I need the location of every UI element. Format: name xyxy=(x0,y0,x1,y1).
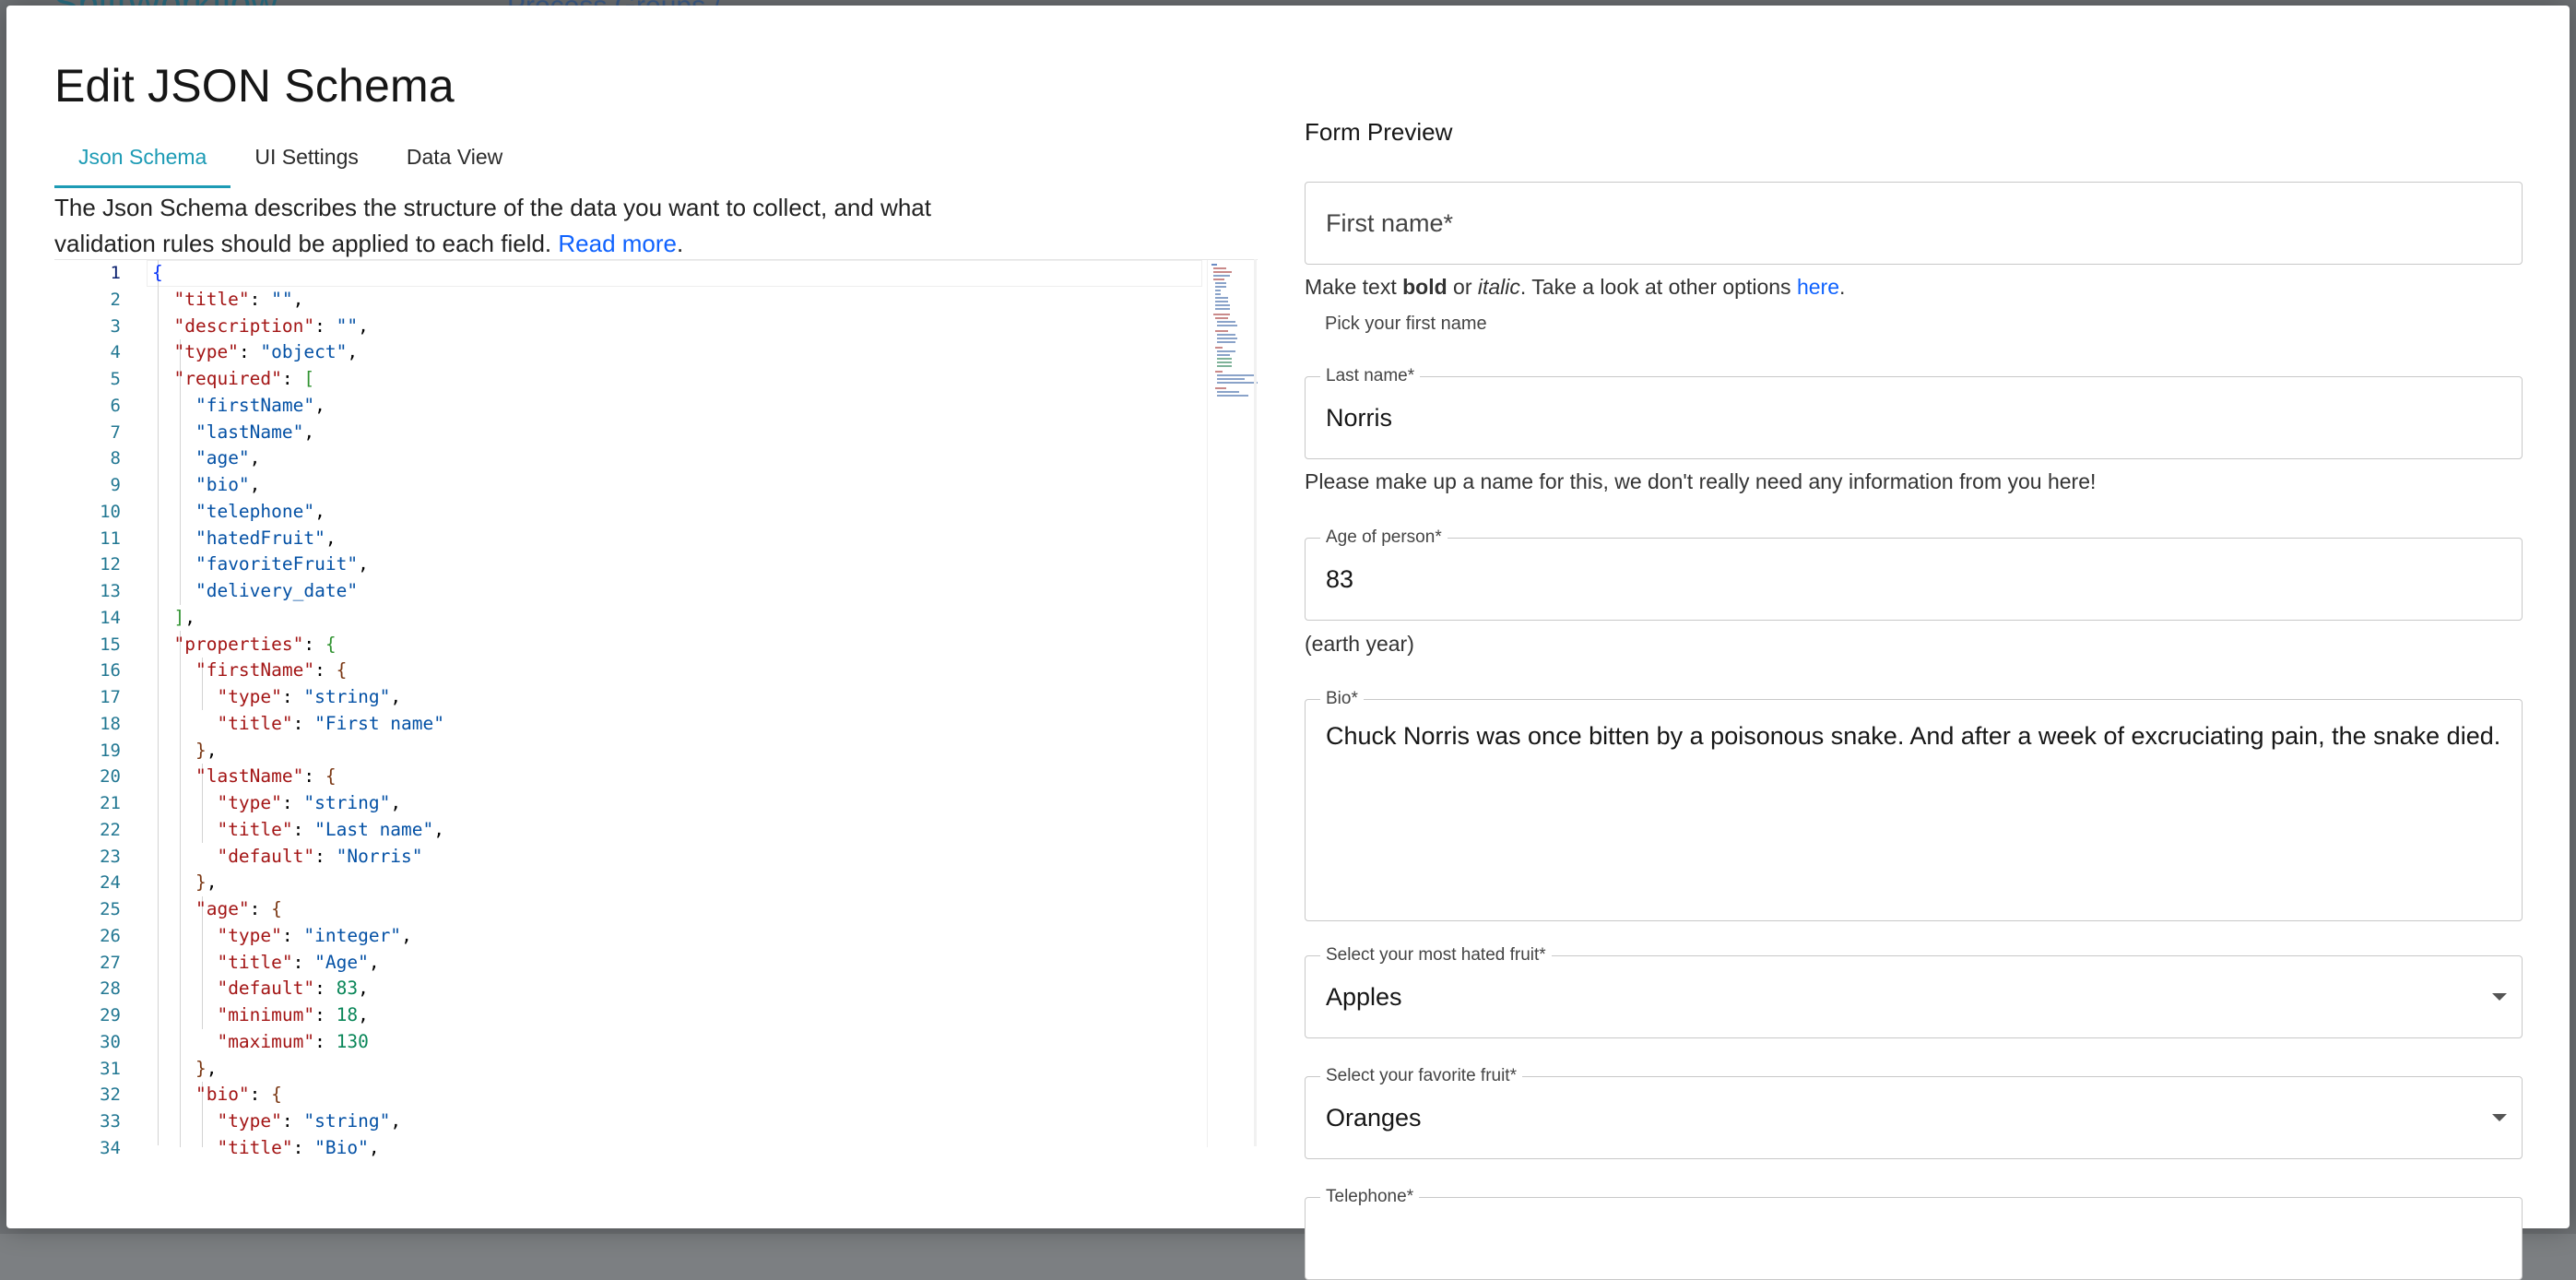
line-number: 4 xyxy=(110,342,121,363)
line-number: 16 xyxy=(100,660,121,681)
code-line: "default": "Norris" xyxy=(217,845,423,867)
editor-scrollbar[interactable] xyxy=(1254,259,1257,1146)
code-line: "description": "", xyxy=(173,314,369,337)
modal-title: Edit JSON Schema xyxy=(54,60,455,112)
code-line: "title": "Last name", xyxy=(217,818,445,840)
code-line: { xyxy=(152,262,163,283)
code-line: "type": "string", xyxy=(217,792,402,813)
line-number: 8 xyxy=(110,448,121,469)
code-line: "type": "string", xyxy=(217,686,402,707)
age-label: Age of person* xyxy=(1320,527,1448,548)
code-line: "firstName": { xyxy=(195,659,348,681)
line-number: 15 xyxy=(100,634,121,655)
line-number: 9 xyxy=(110,475,121,495)
code-line: "title": "Bio", xyxy=(217,1136,380,1158)
code-line: "default": 83, xyxy=(217,978,369,1000)
code-line: "type": "integer", xyxy=(217,924,412,946)
code-line: "required": [ xyxy=(173,368,315,389)
last-name-value: Norris xyxy=(1326,404,1392,432)
code-line: "lastName": { xyxy=(195,765,337,788)
code-line: "telephone", xyxy=(195,500,325,522)
line-number: 34 xyxy=(100,1137,121,1158)
code-line: "favoriteFruit", xyxy=(195,553,369,575)
line-number-gutter xyxy=(54,260,121,1162)
line-number: 31 xyxy=(100,1058,121,1079)
code-line: "delivery_date" xyxy=(195,580,359,601)
hated-fruit-label: Select your most hated fruit* xyxy=(1320,945,1552,966)
line-number: 25 xyxy=(100,899,121,919)
first-name-subhelp: Pick your first name xyxy=(1325,314,1487,334)
favorite-fruit-value: Oranges xyxy=(1326,1104,1422,1132)
code-line: "lastName", xyxy=(195,421,315,443)
telephone-label: Telephone* xyxy=(1320,1187,1419,1207)
line-number: 33 xyxy=(100,1111,121,1132)
line-number: 18 xyxy=(100,713,121,734)
editor-minimap[interactable] xyxy=(1207,260,1258,1147)
line-number: 30 xyxy=(100,1031,121,1052)
bio-value: Chuck Norris was once bitten by a poisonous snake. And after a week of excruciating pain, the snake died. xyxy=(1326,722,2501,750)
line-number: 29 xyxy=(100,1005,121,1025)
code-line: }, xyxy=(195,871,218,894)
line-number: 28 xyxy=(100,978,121,1000)
line-number: 11 xyxy=(100,527,121,549)
line-number: 10 xyxy=(100,501,121,522)
line-number: 2 xyxy=(110,289,121,310)
code-line: "bio", xyxy=(195,474,261,495)
line-number: 23 xyxy=(100,846,121,867)
code-line: }, xyxy=(195,1057,218,1079)
json-code-editor[interactable] xyxy=(54,259,1258,1158)
age-value: 83 xyxy=(1326,565,1354,593)
favorite-fruit-label: Select your favorite fruit* xyxy=(1320,1066,1522,1086)
line-number: 7 xyxy=(110,421,121,443)
line-number: 20 xyxy=(100,766,121,788)
help-here-link[interactable]: here xyxy=(1796,275,1839,299)
chevron-down-icon[interactable] xyxy=(2492,993,2507,1001)
code-line: "maximum": 130 xyxy=(217,1030,369,1052)
edit-json-schema-modal xyxy=(6,6,2570,1228)
code-line: ], xyxy=(173,606,195,628)
tab-data-view[interactable]: Data View xyxy=(406,145,503,169)
schema-description: The Json Schema describes the structure of the data you want to collect, and what validation rules should be applied to each field. Read more. xyxy=(54,194,931,257)
code-content[interactable] xyxy=(152,260,1147,1162)
hated-fruit-value: Apples xyxy=(1326,983,1402,1011)
code-line: "title": "First name" xyxy=(217,712,445,734)
line-number: 27 xyxy=(100,952,121,973)
code-line: "title": "", xyxy=(173,288,304,310)
tab-json-schema[interactable]: Json Schema xyxy=(54,135,230,188)
code-line: "hatedFruit", xyxy=(195,527,337,549)
favorite-fruit-select[interactable] xyxy=(1305,1066,2523,1159)
code-line: "type": "string", xyxy=(217,1110,402,1132)
line-number: 14 xyxy=(100,607,121,628)
code-line: "bio": { xyxy=(195,1084,282,1106)
telephone-field[interactable] xyxy=(1305,1187,2523,1280)
last-name-field[interactable] xyxy=(1305,366,2523,459)
code-line: }, xyxy=(195,739,218,761)
chevron-down-icon[interactable] xyxy=(2492,1114,2507,1121)
code-line: "type": "object", xyxy=(173,341,359,363)
age-field[interactable] xyxy=(1305,527,2523,621)
code-line: "minimum": 18, xyxy=(217,1004,369,1025)
first-name-field[interactable] xyxy=(1305,182,2523,265)
line-number: 26 xyxy=(100,925,121,946)
age-help-text: (earth year) xyxy=(1305,632,1414,656)
code-line: "firstName", xyxy=(195,394,325,416)
hated-fruit-select[interactable] xyxy=(1305,945,2523,1038)
bio-label: Bio* xyxy=(1320,689,1364,709)
line-number: 17 xyxy=(100,687,121,707)
code-line: "properties": { xyxy=(173,633,337,655)
first-name-placeholder: First name* xyxy=(1326,209,1454,237)
line-number: 1 xyxy=(110,263,121,283)
read-more-link[interactable]: Read more xyxy=(558,230,678,257)
code-line: "age", xyxy=(195,447,261,469)
line-number: 6 xyxy=(110,395,121,416)
bio-textarea[interactable] xyxy=(1305,689,2523,921)
line-number: 22 xyxy=(100,819,121,840)
line-number: 13 xyxy=(100,581,121,601)
form-preview-title: Form Preview xyxy=(1305,118,1453,146)
line-number: 5 xyxy=(110,369,121,389)
tab-list xyxy=(54,135,526,188)
first-name-help-text: Make text bold or italic. Take a look at other options here. xyxy=(1305,275,1846,299)
tab-ui-settings[interactable]: UI Settings xyxy=(254,145,359,169)
line-number: 24 xyxy=(100,872,121,894)
line-number: 21 xyxy=(100,793,121,813)
line-number: 32 xyxy=(100,1084,121,1106)
line-number: 19 xyxy=(100,740,121,761)
code-line: "age": { xyxy=(195,898,282,919)
code-line: "title": "Age", xyxy=(217,951,380,973)
last-name-help-text: Please make up a name for this, we don't really need any information from you here! xyxy=(1305,469,2097,493)
line-number: 12 xyxy=(100,554,121,575)
line-number: 3 xyxy=(110,315,121,337)
last-name-label: Last name* xyxy=(1320,366,1420,386)
